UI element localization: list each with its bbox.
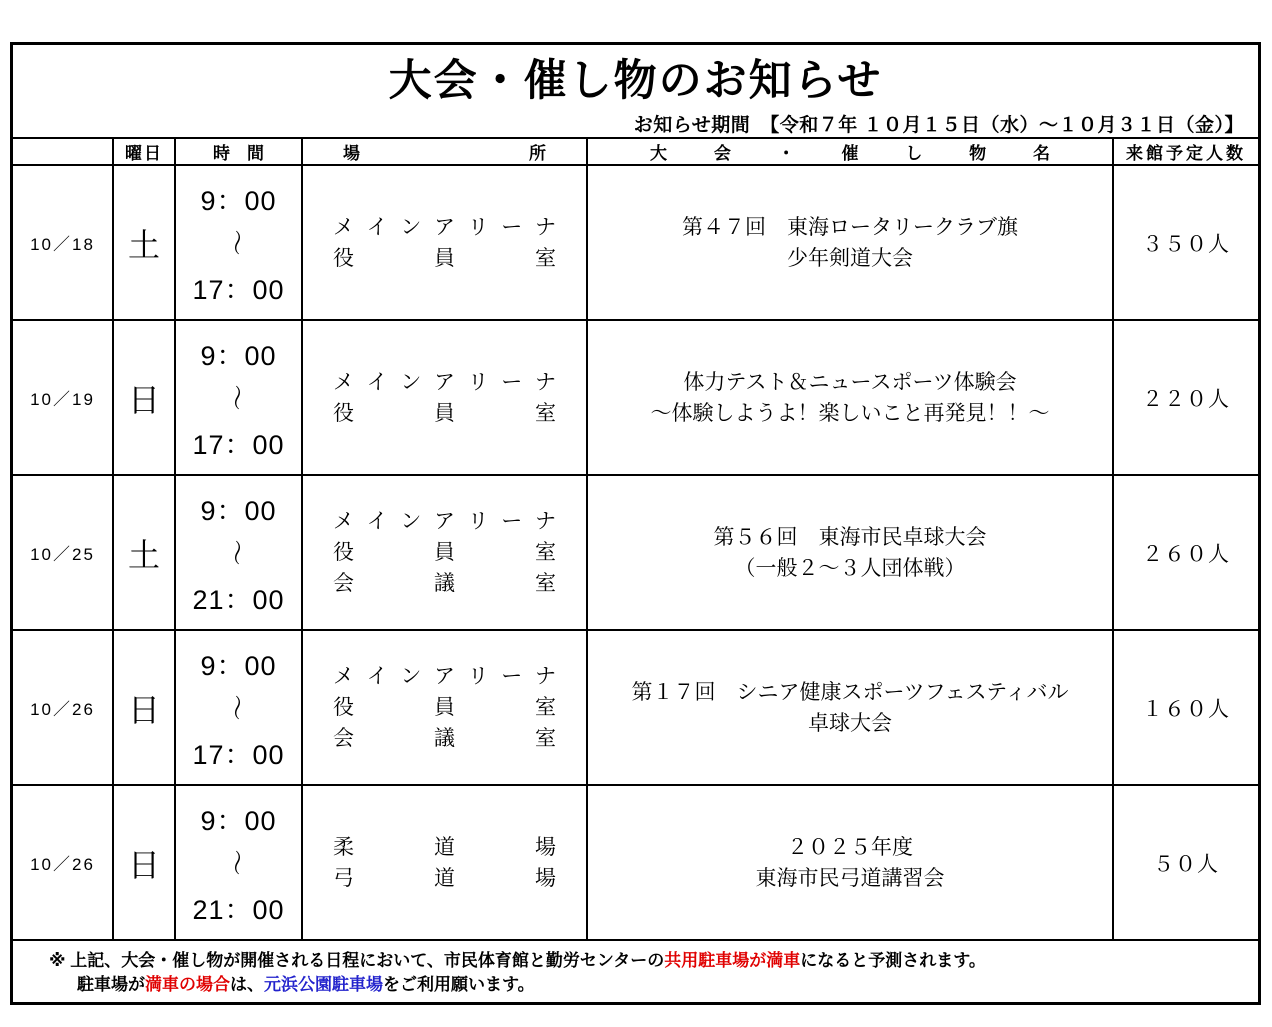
place-line: メ イ ン ア リ ー ナ — [333, 370, 556, 394]
note-segment: ※ 上記、大会・催し物が開催される日程において、市民体育館と勤労センターの — [49, 951, 665, 970]
place-line: 柔 道 場 — [333, 835, 556, 859]
time-end: 17：00 — [192, 739, 285, 770]
day-cell: 日 — [113, 630, 175, 785]
event-cell — [587, 630, 1113, 785]
event-cell — [587, 165, 1113, 320]
header-event: 大 会 ・ 催 し 物 名 — [587, 138, 1113, 165]
place-line: 会 議 室 — [333, 572, 556, 595]
event-line: 第５６回 東海市民卓球大会 — [713, 525, 987, 549]
note-segment: をご利用願います。 — [383, 975, 535, 994]
date-cell: 10／19 — [13, 320, 113, 475]
place-line: 役 員 室 — [333, 541, 556, 564]
event-line: 第４７回 東海ロータリークラブ旗 — [682, 215, 1018, 239]
note-segment: 満車の場合 — [145, 975, 230, 994]
time-range — [176, 334, 301, 462]
time-range — [176, 489, 301, 617]
header-time: 時 間 — [175, 138, 302, 165]
time-range — [176, 799, 301, 927]
event-cell — [587, 785, 1113, 940]
time-separator: ～ — [221, 384, 252, 411]
title-area — [13, 45, 1258, 137]
time-end: 17：00 — [192, 274, 285, 305]
events-table — [13, 137, 1258, 941]
header-day: 曜日 — [113, 138, 175, 165]
count-cell: ３５０人 — [1113, 165, 1258, 320]
place-line: 弓 道 場 — [333, 866, 556, 890]
place-cell — [302, 475, 587, 630]
place-cell — [302, 630, 587, 785]
day-cell: 土 — [113, 165, 175, 320]
table-row — [13, 785, 1258, 940]
place-line: メ イ ン ア リ ー ナ — [333, 510, 556, 533]
note-segment: 駐車場が — [77, 975, 145, 994]
table-row — [13, 165, 1258, 320]
place-lines — [303, 368, 586, 428]
date-cell: 10／26 — [13, 630, 113, 785]
notice-sheet — [10, 42, 1261, 1005]
event-cell — [587, 320, 1113, 475]
count-cell: １６０人 — [1113, 630, 1258, 785]
place-lines — [303, 213, 586, 273]
time-start: 9：00 — [200, 650, 277, 681]
note-segment: になると予測されます。 — [800, 951, 986, 970]
event-line: ～体験しようよ！楽しいこと再発見！！～ — [650, 401, 1050, 425]
place-line: 役 員 室 — [333, 696, 556, 719]
place-line: 役 員 室 — [333, 401, 556, 425]
time-start: 9：00 — [200, 495, 277, 526]
place-line: 役 員 室 — [333, 246, 556, 270]
time-end: 21：00 — [192, 894, 285, 925]
event-line: 体力テスト＆ニュースポーツ体験会 — [683, 370, 1017, 394]
event-line: 東海市民弓道講習会 — [755, 866, 945, 890]
time-cell — [175, 475, 302, 630]
time-range — [176, 644, 301, 772]
place-line: メ イ ン ア リ ー ナ — [333, 665, 556, 688]
place-line: 会 議 室 — [333, 727, 556, 750]
event-line: 少年剣道大会 — [787, 246, 913, 270]
place-lines — [303, 507, 586, 598]
time-range — [176, 179, 301, 307]
time-cell — [175, 630, 302, 785]
time-separator: ～ — [221, 539, 252, 566]
event-cell — [587, 475, 1113, 630]
place-line: メ イ ン ア リ ー ナ — [333, 215, 556, 239]
table-row — [13, 475, 1258, 630]
table-row — [13, 320, 1258, 475]
count-cell: ２２０人 — [1113, 320, 1258, 475]
note-segment: 元浜公園駐車場 — [264, 975, 383, 994]
event-line: 第１７回 シニア健康スポーツフェスティバル — [631, 680, 1069, 704]
header-place: 場 所 — [302, 138, 587, 165]
parking-note — [13, 941, 1258, 1005]
event-line: 卓球大会 — [808, 711, 892, 735]
note-segment: は、 — [230, 975, 264, 994]
day-cell: 日 — [113, 320, 175, 475]
time-cell — [175, 165, 302, 320]
event-line: ２０２５年度 — [787, 835, 913, 859]
place-cell — [302, 165, 587, 320]
time-start: 9：00 — [200, 340, 277, 371]
time-separator: ～ — [221, 229, 252, 256]
date-cell: 10／25 — [13, 475, 113, 630]
note-line — [49, 973, 1258, 997]
event-line: （一般２～３人団体戦） — [734, 556, 966, 580]
place-lines — [303, 833, 586, 893]
table-row — [13, 630, 1258, 785]
count-cell: ２６０人 — [1113, 475, 1258, 630]
place-lines — [303, 662, 586, 753]
time-end: 17：00 — [192, 429, 285, 460]
time-cell — [175, 785, 302, 940]
time-start: 9：00 — [200, 185, 277, 216]
header-date — [13, 138, 113, 165]
date-cell: 10／26 — [13, 785, 113, 940]
place-cell — [302, 320, 587, 475]
time-start: 9：00 — [200, 805, 277, 836]
time-separator: ～ — [221, 849, 252, 876]
header-row — [13, 138, 1258, 165]
notice-period: お知らせ期間 【令和７年 １０月１５日（水）～１０月３１日（金）】 — [633, 115, 1244, 136]
time-cell — [175, 320, 302, 475]
day-cell: 土 — [113, 475, 175, 630]
place-cell — [302, 785, 587, 940]
time-separator: ～ — [221, 694, 252, 721]
day-cell: 日 — [113, 785, 175, 940]
time-end: 21：00 — [192, 584, 285, 615]
note-segment: 共用駐車場が満車 — [664, 951, 801, 970]
count-cell: ５０人 — [1113, 785, 1258, 940]
date-cell: 10／18 — [13, 165, 113, 320]
note-line — [49, 949, 1258, 973]
page-title: 大会・催し物のお知らせ — [388, 57, 883, 105]
header-count: 来館予定人数 — [1113, 138, 1258, 165]
